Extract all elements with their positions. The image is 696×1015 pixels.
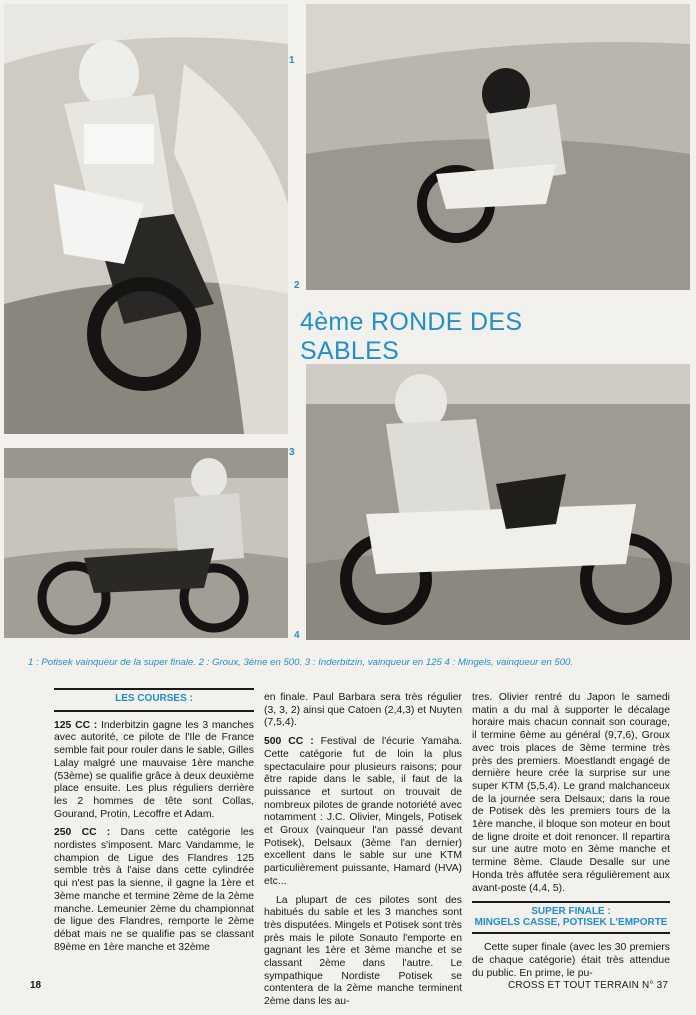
paragraph-text: Dans cette catégorie les nordistes s'imposent. Marc Vandamme, le champion de Ligue des Flandres 125 semble très à l'aise dans cette cylindrée qui n'est pas la sienne, il gagne la 1ère et 3ème manche et termine 2ème de la 2ème manche. Lemeunier 2ème du championnat de ligue des Flandres, remporte le 2ème débat mais ne se qualifie pas se classant 89ème en 1ère manche et 32ème <box>54 827 254 953</box>
paragraph-500cc-race: La plupart de ces pilotes sont des habitués du sable et les 3 manches sont très disputées. Mingels et Potisek sont très près mais le pilote Sonauto l'emporte en gagnant les 1ère et 3ème manche et se classant 2ème dans l'autre. Le sympathique Nordiste Potisek se contentera de la 2ème manche terminent 2ème dans les au- <box>264 894 462 1008</box>
article-title: 4ème RONDE DES SABLES <box>300 308 523 365</box>
paragraph-250cc-cont: en finale. Paul Barbara sera très régulier (3, 3, 2) ainsi que Catoen (2,4,3) et Nuyten (7,5,4). <box>264 692 462 729</box>
paragraph-text: Festival de l'écurie Yamaha. Cette catégorie fut de loin la plus spectaculaire pour plusieurs raisons; pour être rapide dans le sable, il faut de la puissance et surtout on trouvait de nombreux pilotes de grande notoriété avec notamment : J.C. Olivier, Mingels, Potisek et Groux (vainqueur l'an passé devant Potisek), Delsaux (3ème l'an dernier) excellent dans le sable sur une KTM particulièrement puissante, Hamard (HVA) etc... <box>264 736 463 887</box>
text-column-2 <box>264 692 462 1015</box>
section-title-line-2: MINGELS CASSE, POTISEK L'EMPORTE <box>474 917 668 929</box>
photo-number-1: 1 <box>289 55 295 66</box>
paragraph-500cc-cont: tres. Olivier rentré du Japon le samedi matin a du mal à supporter le décalage horaire mais chacun connait son courage, il termine 6ème au général (9,7,6), Groux avec trois places de 3ème termine très près des premiers. Moestlandt engagé de dernière heure crée la surprise sur une super KTM (5,5,4). Le grand malchanceux de la journée sera Delsaux; dans la roue de Potisek dès les premiers tours de la 1ère manche, il bloque son moteur en bout de ligne droite et doit renoncer. Il repartira sur une autre moto en 3ème manche et termine 8ème. Claude Desalle sur une Honda très affutée sera régulièrement aux avant-poste (4,4, 5). <box>472 692 670 894</box>
paragraph-lead: 125 CC : <box>54 719 98 731</box>
photo-caption: 1 : Potisek vainqueur de la super finale. 2 : Groux, 3ème en 500. 3 : Inderbitzin, vainqueur en 125 4 : Mingels, vainqueur en 500. <box>28 657 574 668</box>
paragraph-lead: 500 CC : <box>264 736 314 748</box>
section-title-line-1: SUPER FINALE : <box>531 906 611 918</box>
paragraph-text: Inderbitzin gagne les 3 manches avec autorité, ce pilote de l'Ile de France semble fait pour rouler dans le sable, Gilles Lalay malgré une mauvaise 1ère manche (53ème) se qualifie grâce à deux deuxième place ensuite. Les plus réguliers derrière les 2 hommes de tête sont Collas, Gourand, Protin, Lecoffre et Adam. <box>54 719 255 820</box>
paragraph-lead: 250 CC : <box>54 827 111 839</box>
photo-rider-351 <box>4 4 288 434</box>
section-title-courses: LES COURSES : <box>54 688 254 712</box>
photo-number-3: 3 <box>289 447 295 458</box>
section-title-super-finale <box>472 901 670 934</box>
photo-rider-37 <box>4 448 288 638</box>
paragraph-500cc <box>264 736 462 888</box>
photo-number-4: 4 <box>294 630 300 641</box>
paragraph-250cc <box>54 827 254 954</box>
page-number: 18 <box>30 980 42 991</box>
paragraph-super-finale: Cette super finale (avec les 30 premiers de chaque catégorie) était très attendue du public. En prime, le pu- <box>472 942 670 979</box>
magazine-footer: CROSS ET TOUT TERRAIN N° 37 <box>508 980 669 991</box>
paragraph-125cc <box>54 720 254 822</box>
photo-rider-82 <box>306 4 690 290</box>
text-column-3 <box>472 692 670 986</box>
photo-rider-120 <box>306 364 690 640</box>
text-column-1 <box>54 688 254 960</box>
photo-number-2: 2 <box>294 280 300 291</box>
